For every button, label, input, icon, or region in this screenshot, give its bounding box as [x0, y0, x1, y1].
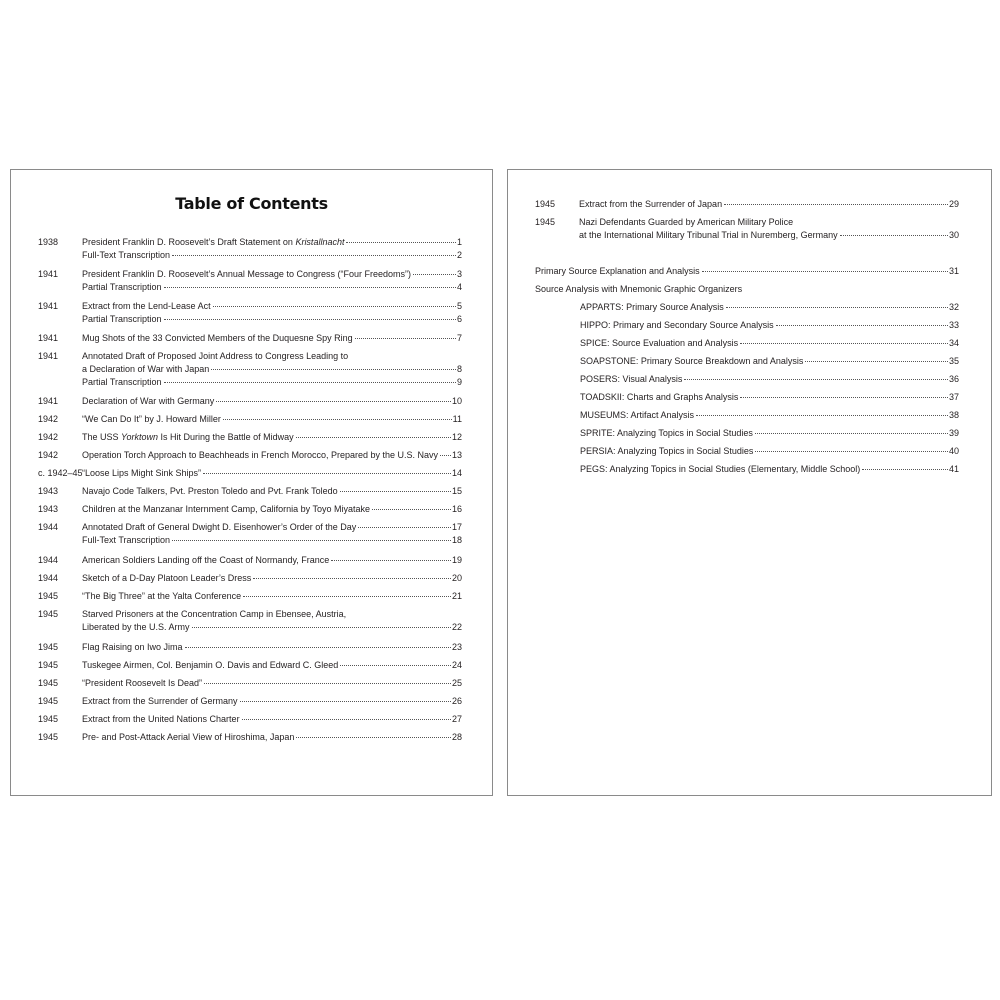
toc-line-title — [535, 283, 742, 296]
toc-line-text: Tuskegee Airmen, Col. Benjamin O. Davis and Edward C. Gleed — [82, 660, 339, 670]
toc-line-text: HIPPO: Primary and Secondary Source Analysis — [580, 320, 774, 330]
toc-line-italic: Kristallnacht — [295, 237, 345, 247]
toc-line-text: Full-Text Transcription — [82, 535, 171, 545]
dot-leader — [203, 473, 451, 474]
toc-line — [82, 695, 462, 708]
toc-line-title — [82, 677, 202, 690]
toc-line-text: American Soldiers Landing off the Coast of Normandy, France — [82, 555, 330, 565]
toc-line — [579, 229, 959, 242]
toc-line-text: President Franklin D. Roosevelt’s Annual Message to Congress (“Four Freedoms”) — [82, 269, 411, 279]
page-number: 33 — [948, 320, 959, 330]
toc-line — [82, 431, 462, 444]
page-number: 22 — [451, 622, 462, 632]
toc-line — [82, 332, 462, 345]
toc-line — [82, 554, 462, 567]
toc-line-text: Partial Transcription — [82, 377, 162, 387]
dot-leader — [340, 665, 451, 666]
toc-year: 1941 — [38, 269, 59, 279]
toc-line-title — [82, 449, 438, 462]
toc-line-text: Operation Torch Approach to Beachheads in French Morocco, Prepared by the U.S. Navy — [82, 450, 439, 460]
dot-leader — [740, 343, 948, 344]
toc-line-title — [82, 281, 162, 294]
toc-line-text: POSERS: Visual Analysis — [580, 374, 683, 384]
toc-line-text: APPARTS: Primary Source Analysis — [580, 302, 724, 312]
toc-line — [580, 355, 959, 368]
page-number: 32 — [948, 302, 959, 312]
toc-year: 1944 — [38, 573, 59, 583]
dot-leader — [253, 578, 451, 579]
dot-leader — [862, 469, 948, 470]
toc-year: 1945 — [38, 591, 59, 601]
toc-line — [535, 283, 959, 296]
toc-line — [580, 319, 959, 332]
toc-line-title — [82, 695, 238, 708]
toc-year: 1943 — [38, 486, 59, 496]
toc-line-title — [82, 485, 338, 498]
page-number: 24 — [451, 660, 462, 670]
toc-line — [82, 521, 462, 534]
toc-year: 1942 — [38, 414, 59, 424]
page-number: 16 — [451, 504, 462, 514]
toc-line-title — [82, 376, 162, 389]
toc-year: 1941 — [38, 396, 59, 406]
page-number: 36 — [948, 374, 959, 384]
page-number: 3 — [456, 269, 462, 279]
toc-line-title — [82, 521, 356, 534]
dot-leader — [440, 455, 451, 456]
toc-year: 1945 — [38, 678, 59, 688]
dot-leader — [185, 647, 451, 648]
toc-line — [82, 268, 462, 281]
toc-line-text: Is Hit During the Battle of Midway — [158, 432, 294, 442]
toc-line-title — [82, 572, 251, 585]
toc-line — [82, 249, 462, 262]
toc-year: 1938 — [38, 237, 59, 247]
dot-leader — [372, 509, 451, 510]
toc-line-text: Annotated Draft of Proposed Joint Address to Congress Leading to — [82, 351, 349, 361]
toc-line-title — [82, 731, 294, 744]
toc-line-title — [82, 713, 240, 726]
toc-line-title — [580, 391, 738, 404]
dot-leader — [296, 437, 451, 438]
toc-line-title — [82, 350, 348, 363]
toc-line-text: SPICE: Source Evaluation and Analysis — [580, 338, 739, 348]
page-number: 5 — [456, 301, 462, 311]
toc-line-text: Full-Text Transcription — [82, 250, 171, 260]
toc-line — [82, 534, 462, 547]
toc-line-text: Flag Raising on Iwo Jima — [82, 642, 183, 652]
page-number: 37 — [948, 392, 959, 402]
toc-line-title — [82, 249, 170, 262]
toc-line-text: Partial Transcription — [82, 282, 162, 292]
page-number: 31 — [948, 266, 959, 276]
toc-line — [535, 265, 959, 278]
toc-line — [82, 659, 462, 672]
page-number: 26 — [451, 696, 462, 706]
toc-line-title — [82, 641, 183, 654]
toc-line — [579, 216, 959, 229]
toc-line — [82, 281, 462, 294]
toc-line-text: at the International Military Tribunal Trial in Nuremberg, Germany — [579, 230, 838, 240]
page-number: 34 — [948, 338, 959, 348]
toc-year: 1941 — [38, 301, 59, 311]
toc-line — [82, 641, 462, 654]
dot-leader — [755, 451, 948, 452]
toc-line-title — [535, 265, 700, 278]
toc-line — [82, 485, 462, 498]
toc-line-title — [580, 319, 774, 332]
toc-line — [82, 621, 462, 634]
toc-line-title — [82, 300, 211, 313]
toc-line-title — [580, 445, 753, 458]
dot-leader — [684, 379, 948, 380]
toc-line-text: Children at the Manzanar Internment Camp, California by Toyo Miyatake — [82, 504, 370, 514]
toc-line-title — [580, 463, 860, 476]
toc-line-text: Declaration of War with Germany — [82, 396, 215, 406]
toc-line-title — [580, 337, 738, 350]
page-number: 9 — [456, 377, 462, 387]
dot-leader — [776, 325, 948, 326]
toc-line-text: Primary Source Explanation and Analysis — [535, 266, 700, 276]
page-number: 25 — [451, 678, 462, 688]
toc-line — [580, 391, 959, 404]
toc-year: 1944 — [38, 555, 59, 565]
toc-year: 1945 — [38, 660, 59, 670]
dot-leader — [724, 204, 948, 205]
toc-line — [580, 337, 959, 350]
dot-leader — [805, 361, 948, 362]
toc-line-title — [82, 332, 353, 345]
dot-leader — [296, 737, 451, 738]
toc-line — [580, 427, 959, 440]
toc-line — [580, 301, 959, 314]
page-number: 17 — [451, 522, 462, 532]
page-number: 4 — [456, 282, 462, 292]
toc-line-title — [579, 229, 838, 242]
toc-line-text: Nazi Defendants Guarded by American Military Police — [579, 217, 794, 227]
toc-line-text: Extract from the Lend-Lease Act — [82, 301, 211, 311]
toc-line-title — [82, 503, 370, 516]
page-number: 38 — [948, 410, 959, 420]
toc-line — [82, 590, 462, 603]
toc-line-text: Annotated Draft of General Dwight D. Eisenhower’s Order of the Day — [82, 522, 357, 532]
toc-line-text: Liberated by the U.S. Army — [82, 622, 190, 632]
toc-line — [580, 409, 959, 422]
toc-line — [82, 413, 462, 426]
page-number: 14 — [451, 468, 462, 478]
page-number: 1 — [456, 237, 462, 247]
page-number: 18 — [451, 535, 462, 545]
toc-line-title — [82, 268, 411, 281]
toc-line-title — [579, 198, 722, 211]
toc-line-text: “The Big Three” at the Yalta Conference — [82, 591, 242, 601]
toc-line-text: “We Can Do It” by J. Howard Miller — [82, 414, 221, 424]
page-number: 13 — [451, 450, 462, 460]
toc-year: 1945 — [535, 199, 556, 209]
toc-line — [580, 445, 959, 458]
page-number: 30 — [948, 230, 959, 240]
page-number: 7 — [456, 333, 462, 343]
toc-line-text: SPRITE: Analyzing Topics in Social Studies — [580, 428, 753, 438]
dot-leader — [413, 274, 456, 275]
toc-line — [82, 395, 462, 408]
toc-line — [82, 572, 462, 585]
toc-line-title — [82, 554, 329, 567]
toc-line — [82, 350, 462, 363]
toc-line-title — [580, 301, 724, 314]
dot-leader — [164, 287, 456, 288]
page-number: 20 — [451, 573, 462, 583]
toc-line-text: a Declaration of War with Japan — [82, 364, 210, 374]
dot-leader — [243, 596, 451, 597]
toc-line-text: Navajo Code Talkers, Pvt. Preston Toledo and Pvt. Frank Toledo — [82, 486, 338, 496]
toc-line — [82, 467, 462, 480]
dot-leader — [726, 307, 948, 308]
dot-leader — [172, 255, 456, 256]
page-number: 10 — [451, 396, 462, 406]
toc-line-title — [82, 534, 170, 547]
dot-leader — [331, 560, 451, 561]
toc-line — [82, 608, 462, 621]
dot-leader — [702, 271, 948, 272]
toc-line-title — [82, 431, 294, 444]
dot-leader — [358, 527, 451, 528]
toc-line-text: The USS — [82, 432, 122, 442]
toc-line-title — [580, 427, 753, 440]
toc-line-title — [82, 236, 344, 249]
dot-leader — [740, 397, 948, 398]
page-number: 40 — [948, 446, 959, 456]
toc-line-text: Partial Transcription — [82, 314, 162, 324]
toc-year: 1944 — [38, 522, 59, 532]
page-number: 19 — [451, 555, 462, 565]
toc-line-title — [580, 409, 694, 422]
toc-line — [82, 731, 462, 744]
toc-line-text: Extract from the Surrender of Germany — [82, 696, 238, 706]
toc-line-title — [580, 373, 682, 386]
dot-leader — [840, 235, 948, 236]
page-number: 41 — [948, 464, 959, 474]
toc-line-text: Extract from the Surrender of Japan — [579, 199, 723, 209]
dot-leader — [240, 701, 451, 702]
toc-line-title — [579, 216, 793, 229]
toc-line — [82, 300, 462, 313]
toc-line-title — [82, 621, 190, 634]
page-number: 27 — [451, 714, 462, 724]
toc-line-text: SOAPSTONE: Primary Source Breakdown and Analysis — [580, 356, 804, 366]
toc-line-text: PEGS: Analyzing Topics in Social Studies (Elementary, Middle School) — [580, 464, 861, 474]
page-number: 15 — [451, 486, 462, 496]
toc-year: 1943 — [38, 504, 59, 514]
page-number: 6 — [456, 314, 462, 324]
dot-leader — [340, 491, 451, 492]
toc-line-text: “Loose Lips Might Sink Ships” — [82, 468, 202, 478]
toc-line — [82, 376, 462, 389]
toc-line-title — [82, 313, 162, 326]
dot-leader — [696, 415, 948, 416]
toc-year: 1942 — [38, 432, 59, 442]
toc-line-title — [82, 659, 338, 672]
toc-year: 1945 — [38, 609, 59, 619]
dot-leader — [192, 627, 451, 628]
toc-year: 1941 — [38, 333, 59, 343]
page-number: 28 — [451, 732, 462, 742]
toc-line — [579, 198, 959, 211]
page-number: 21 — [451, 591, 462, 601]
toc-line-text: PERSIA: Analyzing Topics in Social Studies — [580, 446, 754, 456]
toc-line-italic: Yorktown — [121, 432, 159, 442]
page-number: 2 — [456, 250, 462, 260]
toc-line — [82, 677, 462, 690]
toc-year: c. 1942–45 — [38, 468, 83, 478]
page-number: 39 — [948, 428, 959, 438]
toc-line-text: TOADSKII: Charts and Graphs Analysis — [580, 392, 739, 402]
page-number: 23 — [451, 642, 462, 652]
dot-leader — [346, 242, 456, 243]
toc-line-text: “President Roosevelt Is Dead” — [82, 678, 203, 688]
toc-year: 1941 — [38, 351, 59, 361]
toc-line-text: President Franklin D. Roosevelt’s Draft Statement on — [82, 237, 296, 247]
toc-line-title — [580, 355, 803, 368]
toc-line — [82, 713, 462, 726]
toc-line-title — [82, 395, 214, 408]
page-number: 29 — [948, 199, 959, 209]
dot-leader — [204, 683, 451, 684]
toc-line — [82, 363, 462, 376]
dot-leader — [216, 401, 451, 402]
toc-line — [82, 449, 462, 462]
toc-line-text: Source Analysis with Mnemonic Graphic Organizers — [535, 284, 743, 294]
dot-leader — [223, 419, 452, 420]
toc-line — [82, 313, 462, 326]
toc-line-title — [82, 608, 346, 621]
toc-line-title — [82, 590, 241, 603]
dot-leader — [211, 369, 456, 370]
dot-leader — [213, 306, 456, 307]
page-number: 12 — [451, 432, 462, 442]
toc-line — [82, 236, 462, 249]
toc-year: 1942 — [38, 450, 59, 460]
dot-leader — [164, 382, 456, 383]
page-title: Table of Contents — [175, 194, 328, 213]
toc-line-text: Starved Prisoners at the Concentration Camp in Ebensee, Austria, — [82, 609, 347, 619]
dot-leader — [355, 338, 456, 339]
dot-leader — [172, 540, 451, 541]
toc-year: 1945 — [38, 732, 59, 742]
toc-year: 1945 — [38, 642, 59, 652]
toc-line-text: MUSEUMS: Artifact Analysis — [580, 410, 695, 420]
toc-line-text: Pre- and Post-Attack Aerial View of Hiroshima, Japan — [82, 732, 295, 742]
toc-year: 1945 — [535, 217, 556, 227]
toc-year: 1945 — [38, 696, 59, 706]
right-page — [507, 169, 992, 796]
toc-line — [82, 503, 462, 516]
toc-line-text: Extract from the United Nations Charter — [82, 714, 240, 724]
dot-leader — [755, 433, 948, 434]
toc-line-text: Mug Shots of the 33 Convicted Members of the Duquesne Spy Ring — [82, 333, 353, 343]
toc-line — [580, 373, 959, 386]
toc-line-title — [82, 467, 201, 480]
toc-line — [580, 463, 959, 476]
dot-leader — [164, 319, 456, 320]
toc-line-title — [82, 363, 209, 376]
page-number: 35 — [948, 356, 959, 366]
toc-year: 1945 — [38, 714, 59, 724]
toc-line-title — [82, 413, 221, 426]
toc-line-text: Sketch of a D-Day Platoon Leader’s Dress — [82, 573, 252, 583]
dot-leader — [242, 719, 451, 720]
page-number: 11 — [452, 414, 462, 424]
left-page — [10, 169, 493, 796]
page-number: 8 — [456, 364, 462, 374]
